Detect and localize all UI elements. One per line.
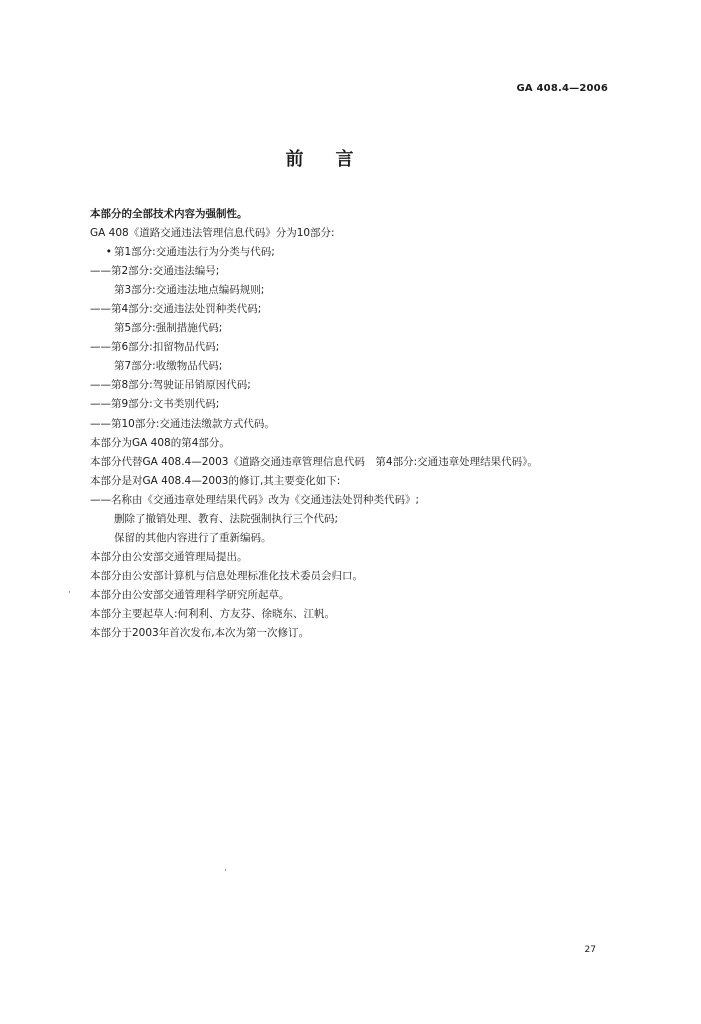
foreword-line-11: ——第9部分:文书类别代码;	[90, 398, 220, 411]
foreword-line-16: ——名称由《交通违章处理结果代码》改为《交通违法处罚种类代码》;	[90, 493, 420, 506]
foreword-line-14: 本部分代替GA 408.4—2003《道路交通违章管理信息代码 第4部分:交通违章处理结果代码》。	[90, 455, 538, 468]
foreword-line-7: 第5部分:强制措施代码;	[114, 322, 223, 335]
foreword-line-10: ——第8部分:驾驶证吊销原因代码;	[90, 379, 251, 392]
foreword-line-9: 第7部分:收缴物品代码;	[114, 360, 223, 373]
standard-code-header: GA 408.4—2006	[516, 83, 608, 94]
margin-dot-mark: ·	[68, 588, 71, 598]
page-title: 前言	[285, 149, 386, 170]
foreword-line-5: 第3部分:交通违法地点编码规则;	[114, 284, 265, 297]
bullet-mark: •	[105, 246, 112, 259]
foreword-line-20: 本部分由公安部计算机与信息处理标准化技术委员会归口。	[90, 569, 363, 582]
foreword-line-15: 本部分是对GA 408.4—2003的修订,其主要变化如下:	[90, 474, 341, 487]
foreword-line-21: 本部分由公安部交通管理科学研究所起草。	[90, 588, 290, 601]
foreword-line-13: 本部分为GA 408的第4部分。	[90, 436, 230, 449]
foreword-line-22: 本部分主要起草人:何利利、方友芬、徐晓东、江帆。	[90, 607, 336, 620]
foreword-line-1: 本部分的全部技术内容为强制性。	[90, 208, 248, 220]
foreword-line-2: GA 408《道路交通违法管理信息代码》分为10部分:	[90, 227, 335, 240]
foreword-line-18: 保留的其他内容进行了重新编码。	[114, 531, 272, 544]
foreword-body	[90, 205, 650, 643]
foreword-line-12: ——第10部分:交通违法缴款方式代码。	[90, 417, 275, 430]
foreword-line-3	[90, 243, 650, 262]
foreword-line-6: ——第4部分:交通违法处罚种类代码;	[90, 303, 262, 316]
page-number: 27	[584, 945, 596, 955]
foreword-line-23: 本部分于2003年首次发布,本次为第一次修订。	[90, 627, 310, 640]
foreword-line-19: 本部分由公安部交通管理局提出。	[90, 550, 248, 563]
foreword-line-17: 删除了撤销处理、教育、法院强制执行三个代码;	[114, 512, 339, 525]
stray-dot-mark: ·	[224, 866, 227, 876]
foreword-line-4: ——第2部分:交通违法编号;	[90, 265, 220, 278]
foreword-line-8: ——第6部分:扣留物品代码;	[90, 341, 220, 354]
list-item-text: 第1部分:交通违法行为分类与代码;	[114, 246, 275, 259]
